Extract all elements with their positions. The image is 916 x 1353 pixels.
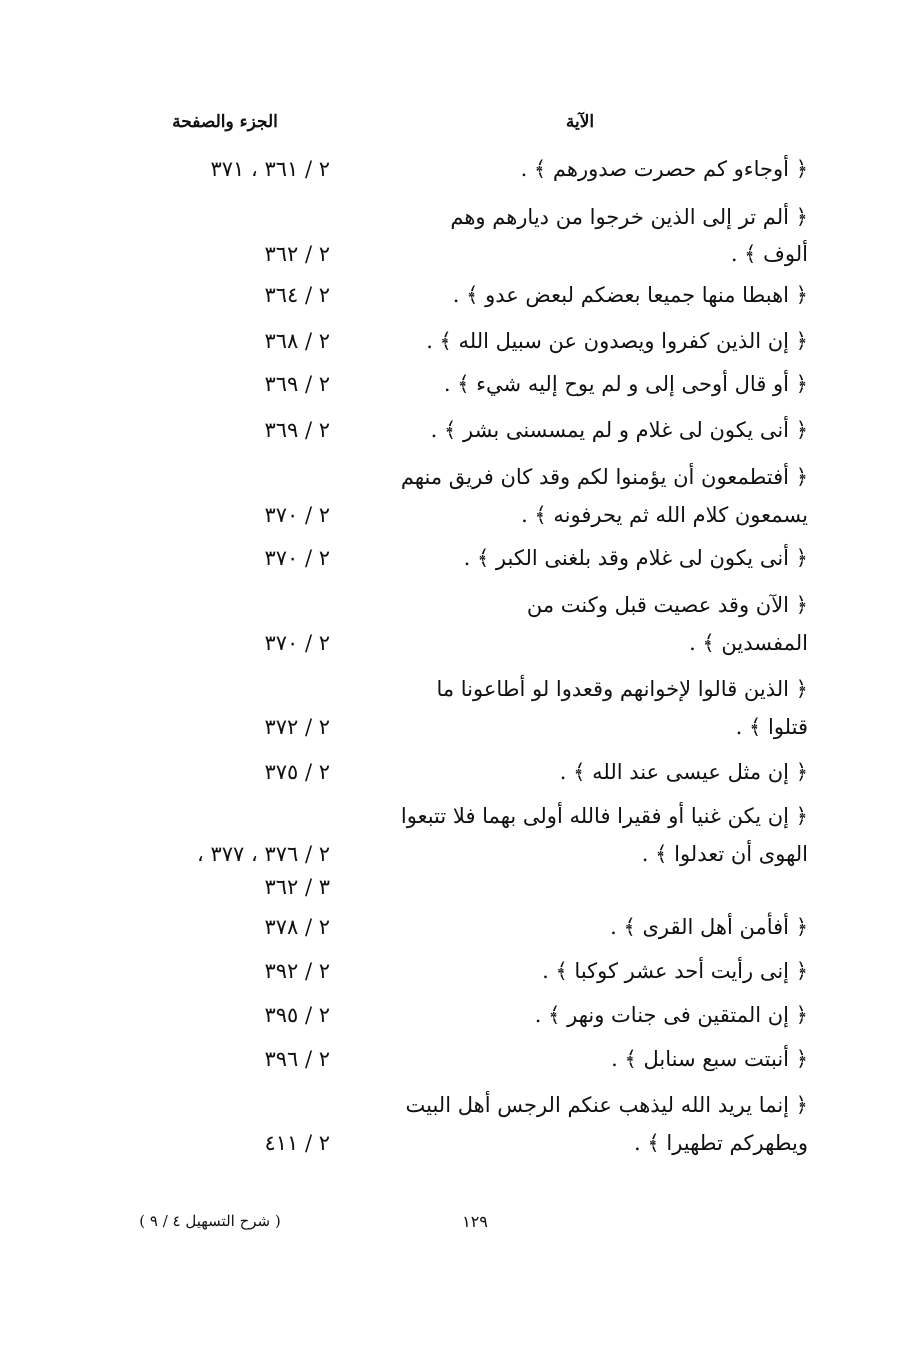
verse-text: الهوى أن تعدلوا ﴾ . <box>641 842 808 866</box>
verse-text: ﴿ الآن وقد عصيت قبل وكنت من <box>526 593 808 617</box>
volume-page-ref: ٢ / ٣٩٦ <box>264 1047 330 1071</box>
volume-page-ref: ٢ / ٣٦٩ <box>264 418 330 442</box>
verse-text: ﴿ إن يكن غنيا أو فقيرا فالله أولى بهما فلا تتبعوا <box>400 804 808 828</box>
verse-text: ﴿ أنى يكون لى غلام و لم يمسسنى بشر ﴾ . <box>430 418 808 442</box>
verse-text: ﴿ إن المتقين فى جنات ونهر ﴾ . <box>534 1003 808 1027</box>
volume-page-ref: ٢ / ٣٦٩ <box>264 372 330 396</box>
verse-text: قتلوا ﴾ . <box>735 715 808 739</box>
volume-page-ref: ٢ / ٣٧٦ ، ٣٧٧ ، <box>197 842 330 866</box>
volume-page-ref: ٢ / ٣٧٥ <box>264 760 330 784</box>
verse-text: ﴿ اهبطا منها جميعا بعضكم لبعض عدو ﴾ . <box>452 283 808 307</box>
printer-signature: ( شرح التسهيل ٤ / ٩ ) <box>139 1212 281 1230</box>
page-number: ١٢٩ <box>462 1212 488 1231</box>
volume-page-ref: ٢ / ٣٦١ ، ٣٧١ <box>210 157 330 181</box>
volume-page-ref: ٢ / ٣٧٠ <box>264 631 330 655</box>
verse-text: يسمعون كلام الله ثم يحرفونه ﴾ . <box>521 503 808 527</box>
volume-page-ref: ٢ / ٣٦٤ <box>264 283 330 307</box>
volume-page-ref: ٢ / ٣٦٢ <box>264 242 330 266</box>
verse-text: ﴿ إن مثل عيسى عند الله ﴾ . <box>559 760 808 784</box>
verse-text: ﴿ أفأمن أهل القرى ﴾ . <box>610 915 808 939</box>
volume-page-ref: ٢ / ٣٧٠ <box>264 546 330 570</box>
volume-page-ref: ٢ / ٣٧٨ <box>264 915 330 939</box>
verse-text: ﴿ الذين قالوا لإخوانهم وقعدوا لو أطاعونا ما <box>436 677 808 701</box>
verse-text: ﴿ إنما يريد الله ليذهب عنكم الرجس أهل البيت <box>405 1093 808 1117</box>
volume-page-ref: ٢ / ٣٧٢ <box>264 715 330 739</box>
verse-text: ﴿ إنى رأيت أحد عشر كوكبا ﴾ . <box>542 959 808 983</box>
verse-text: ألوف ﴾ . <box>730 242 808 266</box>
volume-page-ref: ٢ / ٣٩٥ <box>264 1003 330 1027</box>
volume-page-ref: ٣ / ٣٦٢ <box>264 875 330 899</box>
volume-page-ref: ٢ / ٣٧٠ <box>264 503 330 527</box>
volume-page-ref: ٢ / ٤١١ <box>264 1131 330 1155</box>
volume-page-ref: ٢ / ٣٦٨ <box>264 329 330 353</box>
verse-text: ﴿ أو قال أوحى إلى و لم يوح إليه شيء ﴾ . <box>443 372 808 396</box>
verse-column-header: الآية <box>565 112 595 132</box>
verse-text: المفسدين ﴾ . <box>689 631 808 655</box>
volume-page-ref: ٢ / ٣٩٢ <box>264 959 330 983</box>
verse-text: ﴿ أنبتت سبع سنابل ﴾ . <box>611 1047 808 1071</box>
verse-text: ﴿ ألم تر إلى الذين خرجوا من ديارهم وهم <box>450 205 808 229</box>
verse-text: ﴿ إن الذين كفروا ويصدون عن سبيل الله ﴾ . <box>426 329 808 353</box>
volume-page-column-header: الجزء والصفحة <box>172 112 278 132</box>
verse-text: ﴿ أوجاءو كم حصرت صدورهم ﴾ . <box>520 157 808 181</box>
verse-text: ويطهركم تطهيرا ﴾ . <box>634 1131 808 1155</box>
verse-text: ﴿ أفتطمعون أن يؤمنوا لكم وقد كان فريق منهم <box>400 465 808 489</box>
verse-text: ﴿ أنى يكون لى غلام وقد بلغنى الكبر ﴾ . <box>463 546 808 570</box>
